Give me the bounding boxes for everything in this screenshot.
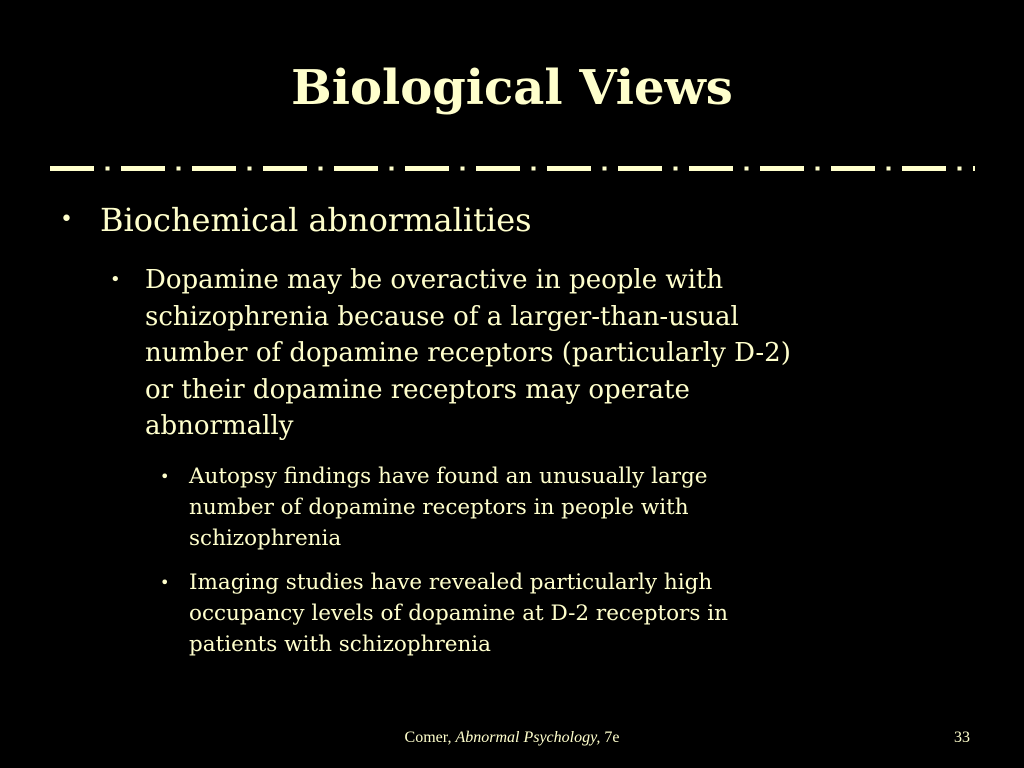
divider-dot	[958, 167, 962, 171]
text-line: Autopsy findings have found an unusually large	[189, 464, 708, 489]
bullet-level3-text	[189, 461, 879, 554]
divider-dash	[263, 166, 307, 171]
bullet-level2-text	[145, 262, 965, 445]
divider-dot	[745, 167, 749, 171]
divider-dash	[192, 166, 236, 171]
bullet-level1-text: Biochemical abnormalities	[100, 201, 532, 239]
text-line: number of dopamine receptors in people with	[189, 495, 689, 520]
bullet-dot-icon: •	[160, 467, 170, 486]
text-line: number of dopamine receptors (particularly D-2)	[145, 338, 791, 368]
divider-dot	[248, 167, 252, 171]
text-line: schizophrenia because of a larger-than-usual	[145, 301, 739, 332]
bullet-dot-icon: •	[160, 573, 170, 592]
divider-dash	[831, 166, 875, 171]
bullet-level3-text	[189, 567, 879, 660]
divider-dot	[532, 167, 536, 171]
divider-dash	[121, 166, 165, 171]
divider-dot	[816, 167, 820, 171]
bullet-dot-icon: •	[60, 207, 73, 232]
divider-dash	[50, 166, 94, 171]
divider-dot	[177, 167, 181, 171]
page-number: 33	[954, 729, 970, 746]
divider-dash	[547, 166, 591, 171]
divider-dot	[390, 167, 394, 171]
dash-dot-divider	[50, 162, 975, 176]
slide-title: Biological Views	[291, 60, 733, 116]
divider-dash	[334, 166, 378, 171]
text-line: schizophrenia	[189, 526, 342, 551]
text-line: Imaging studies have revealed particularly high	[189, 570, 713, 595]
bullet-dot-icon: •	[110, 269, 121, 290]
divider-dot	[887, 167, 891, 171]
divider-dash	[973, 166, 975, 171]
divider-dash	[760, 166, 804, 171]
text-line: abnormally	[145, 411, 294, 441]
divider-dot	[674, 167, 678, 171]
footer-book-title: Abnormal Psychology,	[455, 729, 601, 746]
text-line: occupancy levels of dopamine at D-2 receptors in	[189, 601, 728, 626]
footer-edition: 7e	[600, 729, 620, 746]
text-line: Dopamine may be overactive in people with	[145, 265, 724, 295]
divider-dash	[476, 166, 520, 171]
divider-dot	[106, 167, 110, 171]
text-line: patients with schizophrenia	[189, 632, 491, 657]
divider-dash	[902, 166, 946, 171]
divider-dash	[618, 166, 662, 171]
divider-dot	[603, 167, 607, 171]
footer-author: Comer,	[404, 729, 456, 746]
divider-dash	[689, 166, 733, 171]
divider-dot	[461, 167, 465, 171]
footer-citation	[0, 729, 1024, 747]
divider-dot	[319, 167, 323, 171]
divider-dash	[405, 166, 449, 171]
text-line: or their dopamine receptors may operate	[145, 374, 690, 405]
